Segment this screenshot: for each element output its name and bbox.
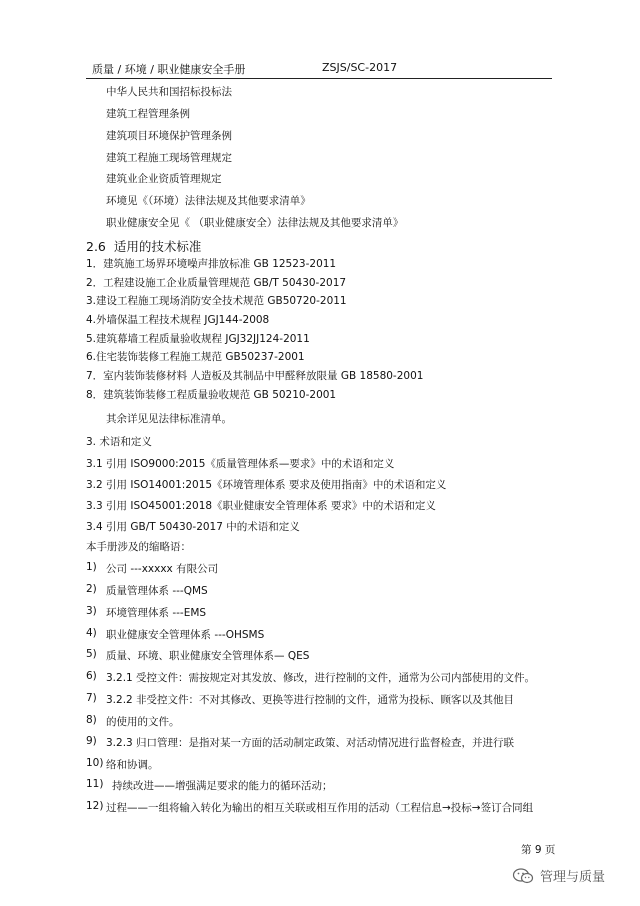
abbr-num: 11) xyxy=(86,778,104,790)
law-item: 职业健康安全见《 （职业健康安全）法律法规及其他要求清单》 xyxy=(106,217,404,229)
standard-item: 5.建筑幕墙工程质量验收规程 JGJ32JJ124-2011 xyxy=(86,333,310,345)
abbr-num: 12) xyxy=(86,800,104,812)
abbr-num: 8) xyxy=(86,714,97,726)
abbr-num: 6) xyxy=(86,670,97,682)
abbr-text: 质量管理体系 ---QMS xyxy=(106,585,208,597)
abbr-text: 持续改进——增强满足要求的能力的循环活动； xyxy=(112,780,333,792)
standard-item: 2．工程建设施工企业质量管理规范 GB/T 50430-2017 xyxy=(86,277,347,289)
header-title: 质量 / 环境 / 职业健康安全手册 xyxy=(92,63,246,76)
abbr-num: 1) xyxy=(86,561,97,573)
abbr-num: 5) xyxy=(86,648,97,660)
document-code: ZSJS/SC-2017 xyxy=(322,61,398,74)
section-heading: 3. 术语和定义 xyxy=(86,436,152,448)
law-item: 中华人民共和国招标投标法 xyxy=(106,86,232,98)
law-item: 建筑项目环境保护管理条例 xyxy=(106,130,232,142)
abbr-text: 职业健康安全管理体系 ---OHSMS xyxy=(106,629,265,641)
abbr-text: 质量、环境、职业健康安全管理体系— QES xyxy=(106,650,310,662)
term-item: 3.3 引用 ISO45001:2018《职业健康安全管理体系 要求》中的术语和定义 xyxy=(86,500,436,512)
remaining-note: 其余详见见法律标准清单。 xyxy=(106,413,232,425)
law-item: 建筑工程施工现场管理规定 xyxy=(106,152,232,164)
wechat-icon xyxy=(512,867,534,885)
abbr-num: 10) xyxy=(86,757,104,769)
abbr-text: 3.2.3 归口管理：是指对某一方面的活动制定政策、对活动情况进行监督检查，并进行联 xyxy=(106,737,515,749)
abbr-num: 3) xyxy=(86,605,97,617)
abbr-text: 的使用的文件。 xyxy=(106,716,180,728)
abbr-text: 3.2.1 受控文件：需按规定对其发放、修改，进行控制的文件，通常为公司内部使用的文件。 xyxy=(106,672,536,684)
law-item: 建筑业企业资质管理规定 xyxy=(106,173,222,185)
term-item: 3.2 引用 ISO14001:2015《环境管理体系 要求及使用指南》中的术语和定义 xyxy=(86,479,447,491)
section-number: 2.6 xyxy=(86,239,106,254)
abbr-text: 3.2.2 非受控文件：不对其修改、更换等进行控制的文件，通常为投标、顾客以及其他目 xyxy=(106,694,515,706)
section-heading xyxy=(86,237,201,255)
law-item: 建筑工程管理条例 xyxy=(106,108,190,120)
watermark xyxy=(512,866,605,885)
standard-item: 1．建筑施工场界环境噪声排放标准 GB 12523-2011 xyxy=(86,258,337,270)
page-number: 第 9 页 xyxy=(521,844,556,856)
term-item: 3.4 引用 GB/T 50430-2017 中的术语和定义 xyxy=(86,521,300,533)
standard-item: 4.外墙保温工程技术规程 JGJ144-2008 xyxy=(86,314,270,326)
abbr-num: 4) xyxy=(86,627,97,639)
standard-item: 8．建筑装饰装修工程质量验收规范 GB 50210-2001 xyxy=(86,389,337,401)
standard-item: 6.住宅装饰装修工程施工规范 GB50237-2001 xyxy=(86,351,305,363)
watermark-text: 管理与质量 xyxy=(540,870,606,885)
abbr-text: 环境管理体系 ---EMS xyxy=(106,607,207,619)
standard-item: 3.建设工程施工现场消防安全技术规范 GB50720-2011 xyxy=(86,295,347,307)
abbr-text: 络和协调。 xyxy=(106,759,159,771)
law-item: 环境见《（环境）法律法规及其他要求清单》 xyxy=(106,195,311,207)
abbr-text: 公司 ---xxxxx 有限公司 xyxy=(106,563,219,575)
abbr-text: 过程——一组将输入转化为输出的相互关联或相互作用的活动（工程信息→投标→签订合同组 xyxy=(106,802,534,814)
abbr-intro: 本手册涉及的缩略语： xyxy=(86,541,191,553)
abbr-num: 2) xyxy=(86,583,97,595)
section-title: 适用的技术标准 xyxy=(113,239,202,254)
header-divider xyxy=(86,78,552,79)
abbr-num: 9) xyxy=(86,735,97,747)
standard-item: 7．室内装饰装修材料 人造板及其制品中甲醛释放限量 GB 18580-2001 xyxy=(86,370,424,382)
term-item: 3.1 引用 ISO9000:2015《质量管理体系—要求》中的术语和定义 xyxy=(86,458,395,470)
abbr-num: 7) xyxy=(86,692,97,704)
